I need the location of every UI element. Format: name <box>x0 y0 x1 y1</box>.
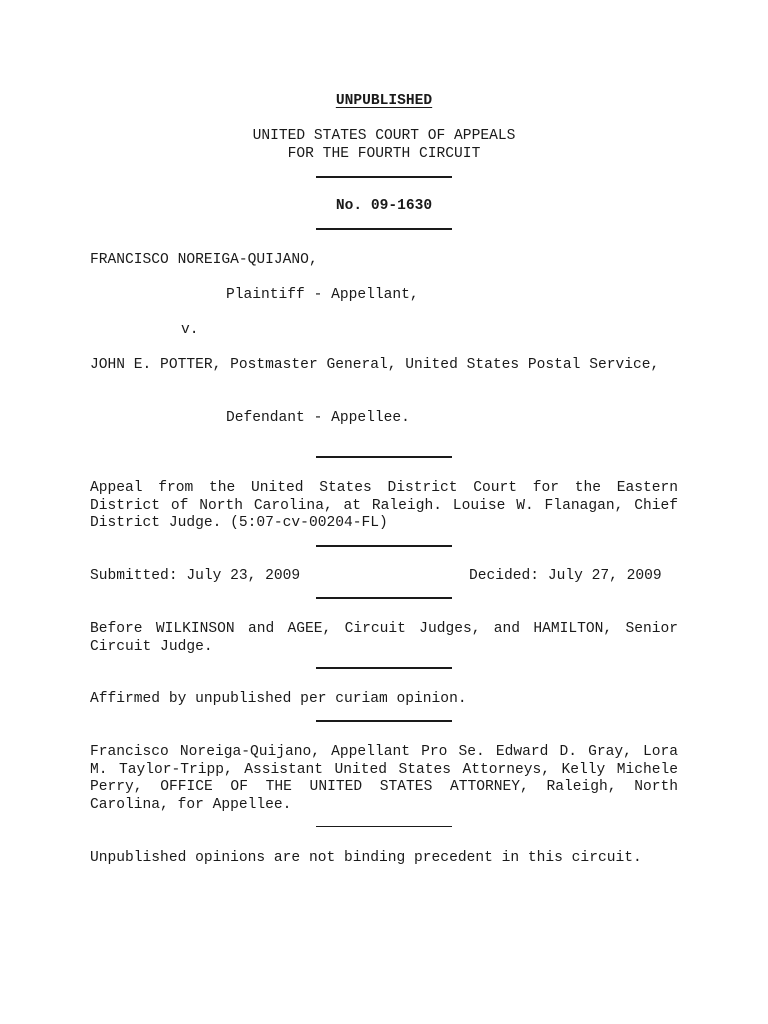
plaintiff-role: Plaintiff - Appellant, <box>226 287 419 303</box>
versus: v. <box>181 322 199 338</box>
divider-rule <box>316 456 452 458</box>
divider-rule <box>316 176 452 178</box>
defendant-role: Defendant - Appellee. <box>226 410 410 426</box>
plaintiff-name: FRANCISCO NOREIGA-QUIJANO, <box>90 252 318 268</box>
divider-rule <box>316 720 452 722</box>
divider-rule <box>316 826 452 827</box>
decided-date: Decided: July 27, 2009 <box>469 568 662 584</box>
divider-rule <box>316 228 452 230</box>
counsel-paragraph: Francisco Noreiga-Quijano, Appellant Pro Se. Edward D. Gray, Lora M. Taylor-Tripp, Assistant United States Attorneys, Kelly Michele Perry, OFFICE OF THE UNITED STATES ATTORNEY, Raleigh, North Carolina, for Appellee. <box>90 744 678 813</box>
disposition: Affirmed by unpublished per curiam opinion. <box>90 691 467 707</box>
divider-rule <box>316 667 452 669</box>
unpublished-heading: UNPUBLISHED <box>335 93 433 109</box>
court-name-line2: FOR THE FOURTH CIRCUIT <box>287 146 481 162</box>
divider-rule <box>316 545 452 547</box>
submitted-date: Submitted: July 23, 2009 <box>90 568 301 584</box>
defendant-name: JOHN E. POTTER, Postmaster General, United States Postal Service, <box>90 357 660 373</box>
panel-paragraph: Before WILKINSON and AGEE, Circuit Judges, and HAMILTON, Senior Circuit Judge. <box>90 621 678 655</box>
divider-rule <box>316 597 452 599</box>
appeal-paragraph: Appeal from the United States District Court for the Eastern District of North Carolina, at Raleigh. Louise W. Flanagan, Chief District Judge. (5:07-cv-00204-FL) <box>90 480 678 531</box>
case-number: No. 09-1630 <box>335 198 433 214</box>
court-name-line1: UNITED STATES COURT OF APPEALS <box>252 128 516 144</box>
precedent-note: Unpublished opinions are not binding precedent in this circuit. <box>90 850 642 866</box>
